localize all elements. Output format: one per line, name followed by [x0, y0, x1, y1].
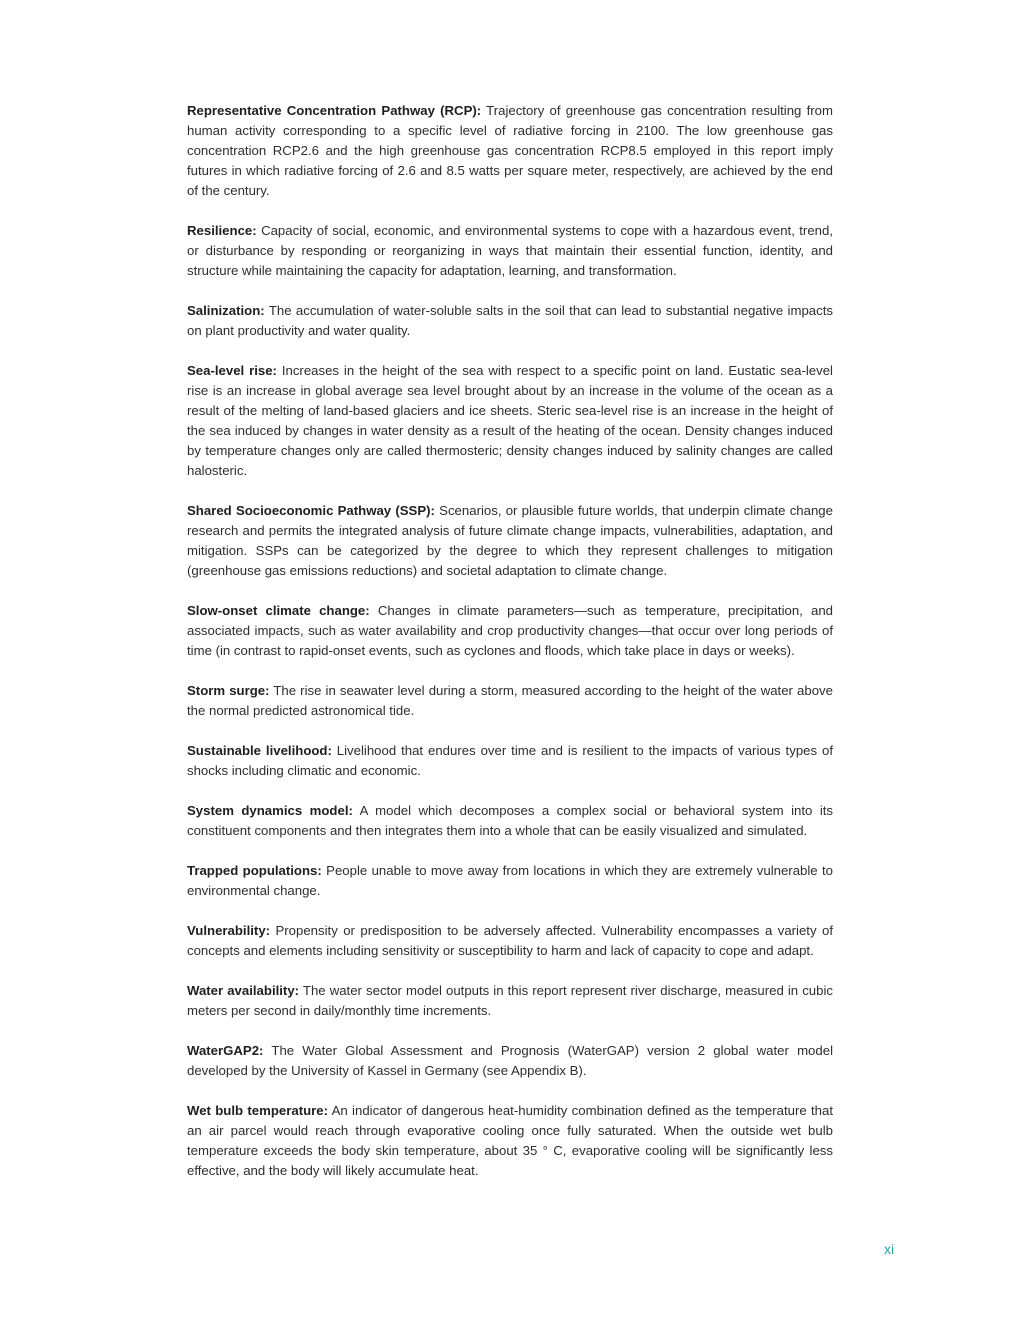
- glossary-definition: A model which decomposes a complex social or behavioral system into its constituent components and then integrates them into a whole that can be easily visualized and simulated.: [187, 803, 834, 838]
- glossary-definition: An indicator of dangerous heat-humidity combination defined as the temperature that an air parcel would reach through evaporative cooling once fully saturated. When the outside wet bulb temperature exceeds the body skin temperature, about 35 ° C, evaporative cooling will be significantly less effective, and the body will likely accumulate heat.: [187, 1103, 833, 1178]
- glossary-entry: [187, 921, 833, 961]
- glossary-entry: [187, 801, 833, 841]
- glossary-entry: [187, 681, 833, 721]
- glossary-definition: Capacity of social, economic, and environmental systems to cope with a hazardous event, trend, or disturbance by responding or reorganizing in ways that maintain their essential function, identity, and structure while maintaining the capacity for adaptation, learning, and transformation.: [187, 223, 833, 278]
- glossary-term: Storm surge:: [187, 683, 270, 698]
- glossary-term: Water availability:: [187, 983, 300, 998]
- glossary-definition: Propensity or predisposition to be adversely affected. Vulnerability encompasses a variety of concepts and elements including sensitivity or susceptibility to harm and lack of capacity to cope and adapt.: [187, 923, 833, 958]
- glossary-definition: The accumulation of water-soluble salts in the soil that can lead to substantial negative impacts on plant productivity and water quality.: [187, 303, 833, 338]
- glossary-definition: People unable to move away from locations in which they are extremely vulnerable to environmental change.: [187, 863, 833, 898]
- glossary-term: Resilience:: [187, 223, 257, 238]
- glossary-definition: The water sector model outputs in this report represent river discharge, measured in cubic meters per second in daily/monthly time increments.: [187, 983, 833, 1018]
- glossary-entry: [187, 1041, 833, 1081]
- glossary-content: [187, 101, 833, 1201]
- glossary-term: Representative Concentration Pathway (RCP):: [187, 103, 482, 118]
- glossary-definition: Changes in climate parameters—such as temperature, precipitation, and associated impacts, such as water availability and crop productivity changes—that occur over long periods of time (in contrast to rapid-onset events, such as cyclones and floods, which take place in days or weeks).: [187, 603, 833, 658]
- glossary-entry: [187, 861, 833, 901]
- glossary-entry: [187, 361, 833, 481]
- glossary-term: Shared Socioeconomic Pathway (SSP):: [187, 503, 435, 518]
- glossary-definition: Livelihood that endures over time and is resilient to the impacts of various types of shocks including climatic and economic.: [187, 743, 833, 778]
- glossary-entry: [187, 101, 833, 201]
- page-number: xi: [884, 1241, 895, 1257]
- glossary-entry: [187, 501, 833, 581]
- glossary-term: Sustainable livelihood:: [187, 743, 332, 758]
- glossary-entry: [187, 301, 833, 341]
- glossary-definition: Trajectory of greenhouse gas concentration resulting from human activity corresponding to a specific level of radiative forcing in 2100. The low greenhouse gas concentration RCP2.6 and the high greenhouse gas concentration RCP8.5 employed in this report imply futures in which radiative forcing of 2.6 and 8.5 watts per square meter, respectively, are achieved by the end of the century.: [187, 103, 833, 198]
- glossary-entry: [187, 741, 833, 781]
- glossary-term: Trapped populations:: [187, 863, 322, 878]
- glossary-definition: The rise in seawater level during a storm, measured according to the height of the water above the normal predicted astronomical tide.: [187, 683, 833, 718]
- glossary-term: Sea-level rise:: [187, 363, 277, 378]
- glossary-definition: Scenarios, or plausible future worlds, that underpin climate change research and permits the integrated analysis of future climate change impacts, vulnerabilities, adaptation, and mitigation. SSPs can be categorized by the degree to which they represent challenges to mitigation (greenhouse gas emissions reductions) and societal adaptation to climate change.: [187, 503, 833, 578]
- glossary-term: Wet bulb temperature:: [187, 1103, 329, 1118]
- glossary-definition: Increases in the height of the sea with respect to a specific point on land. Eustatic sea-level rise is an increase in global average sea level brought about by an increase in the volume of the ocean as a result of the melting of land-based glaciers and ice sheets. Steric sea-level rise is an increase in the height of the sea induced by changes in water density as a result of the heating of the ocean. Density changes induced by temperature changes only are called thermosteric; density changes induced by salinity changes are called halosteric.: [187, 363, 833, 478]
- glossary-entry: [187, 221, 833, 281]
- glossary-definition: The Water Global Assessment and Prognosis (WaterGAP) version 2 global water model developed by the University of Kassel in Germany (see Appendix B).: [187, 1043, 833, 1078]
- glossary-term: Salinization:: [187, 303, 265, 318]
- glossary-entry: [187, 601, 833, 661]
- glossary-term: Vulnerability:: [187, 923, 271, 938]
- glossary-term: System dynamics model:: [187, 803, 353, 818]
- glossary-entry: [187, 981, 833, 1021]
- glossary-entry: [187, 1101, 833, 1181]
- glossary-term: WaterGAP2:: [187, 1043, 264, 1058]
- glossary-term: Slow-onset climate change:: [187, 603, 370, 618]
